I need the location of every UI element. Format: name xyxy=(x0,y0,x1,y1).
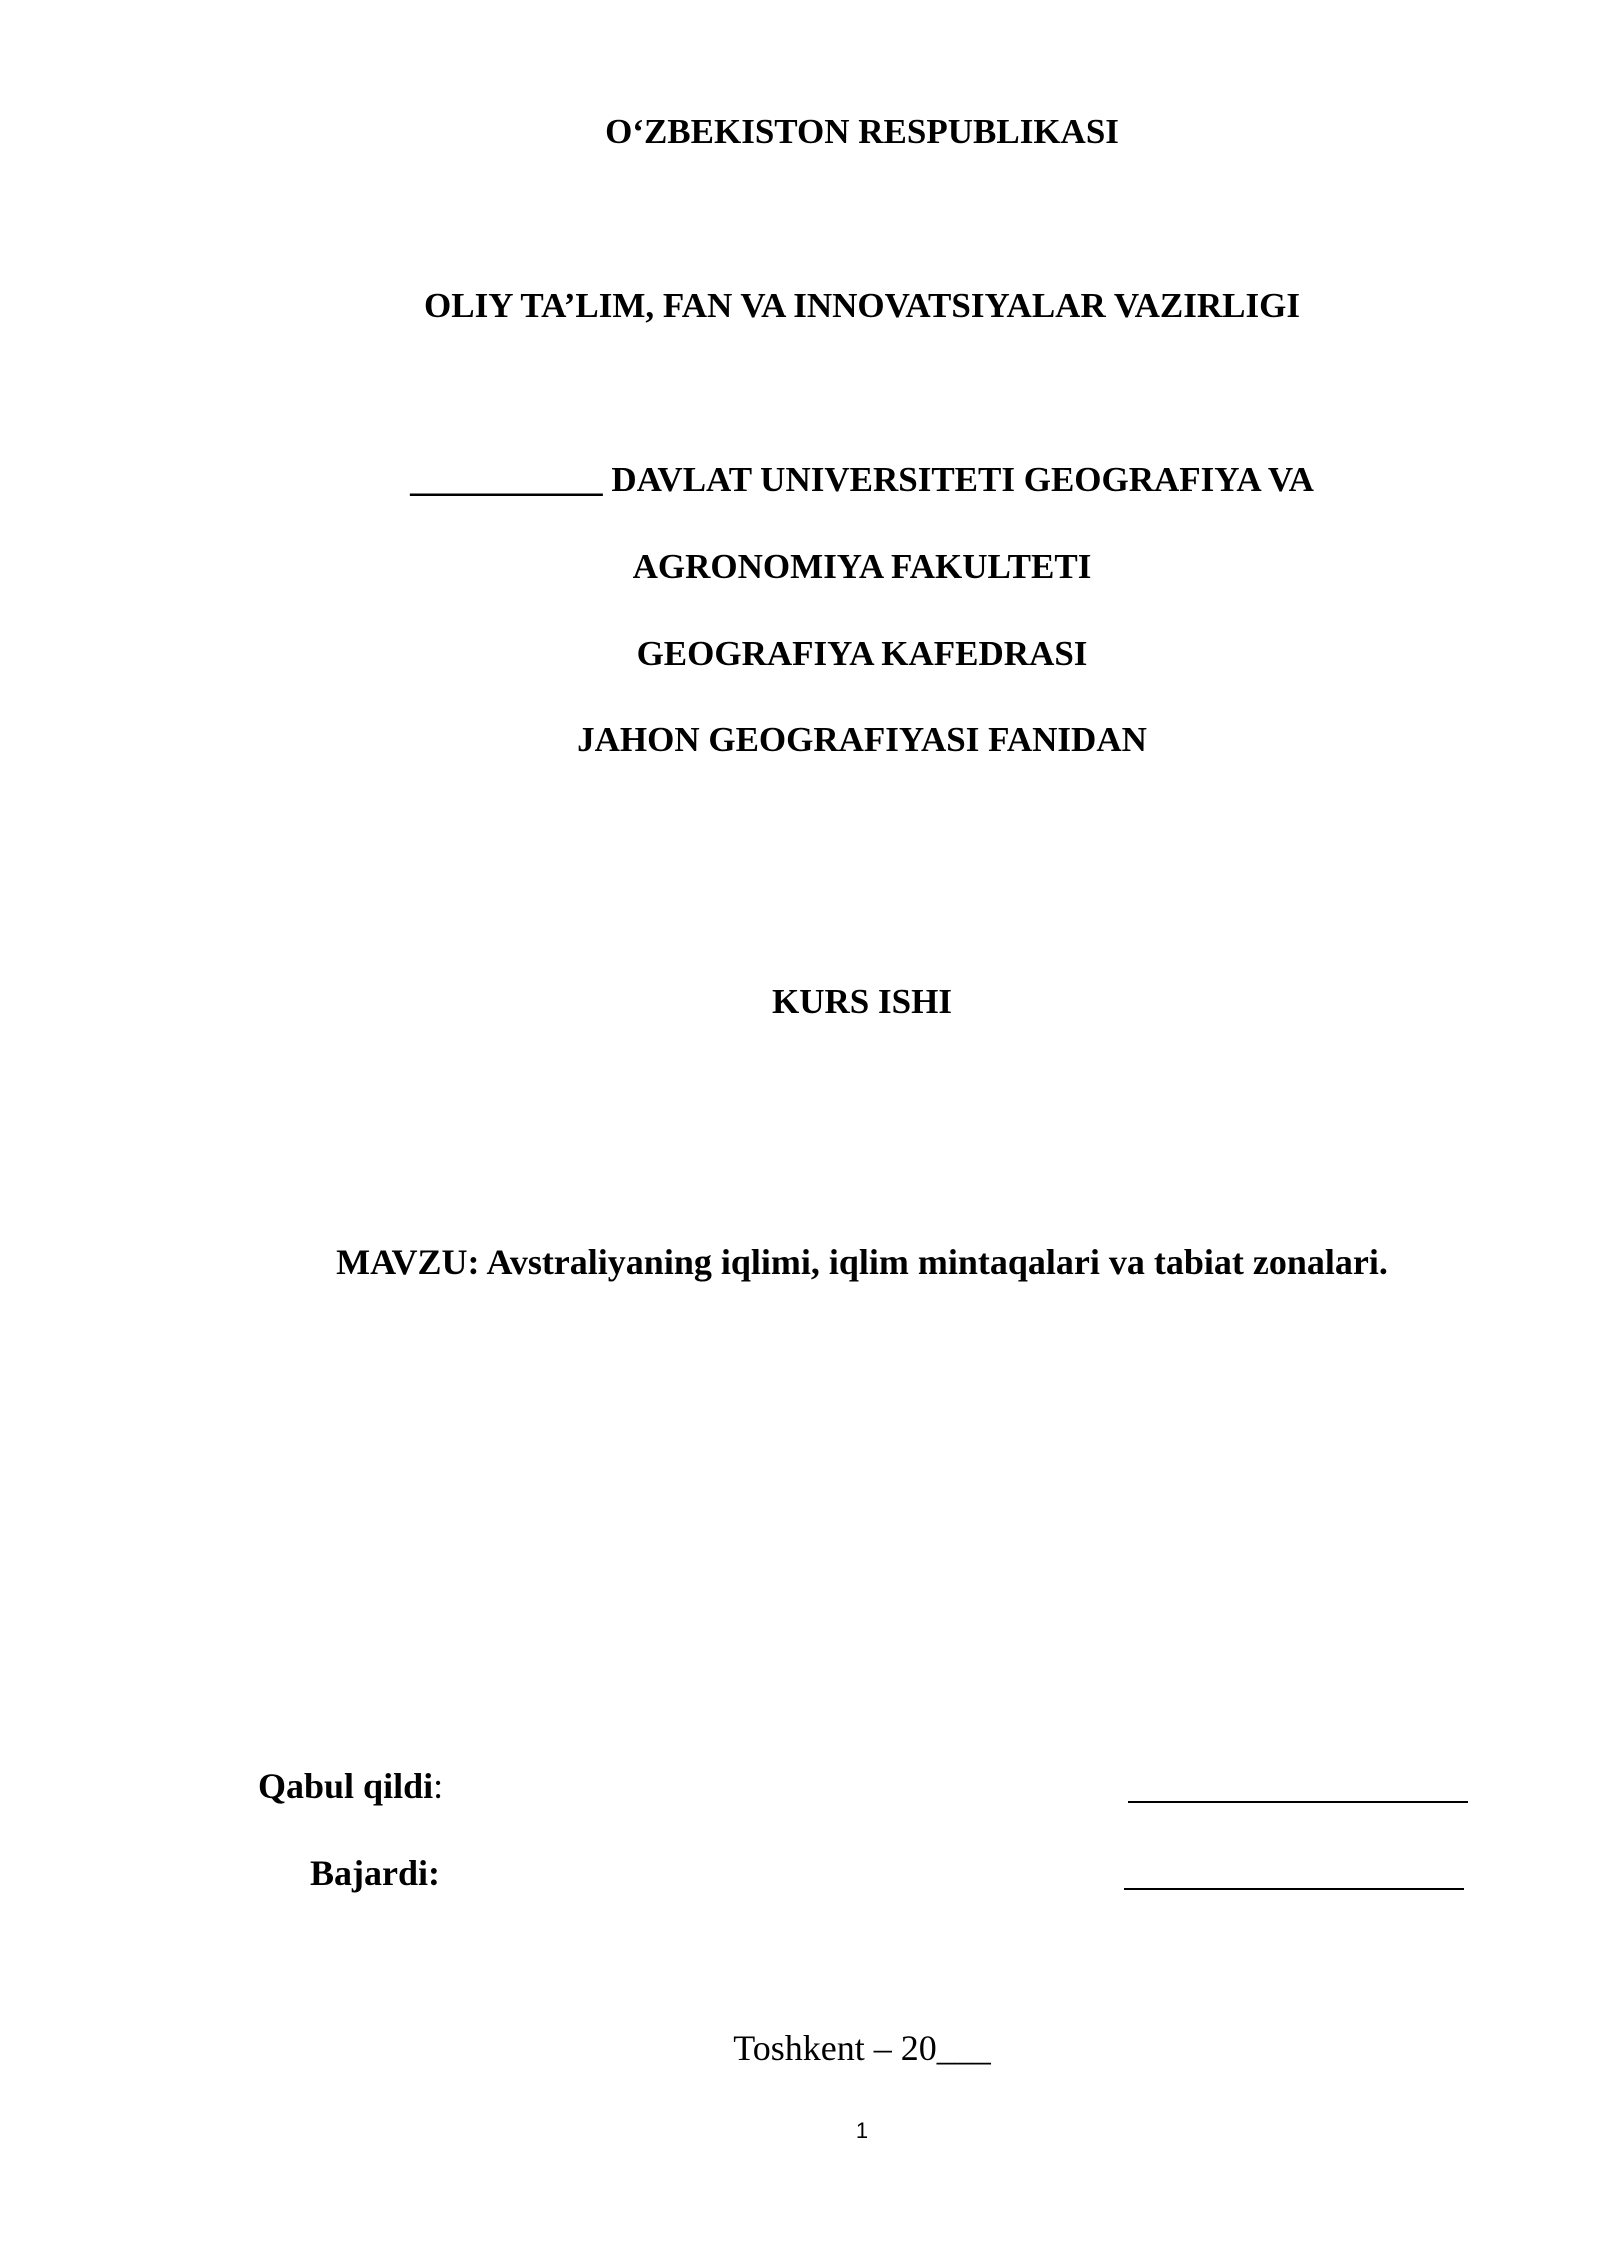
performed-by-label: Bajardi: xyxy=(310,1853,440,1893)
subject-heading: JAHON GEOGRAFIYASI FANIDAN xyxy=(577,720,1147,759)
accepted-by-label xyxy=(258,1764,443,1808)
page-number: 1 xyxy=(855,2118,869,2143)
republic-heading: O‘ZBEKISTON RESPUBLIKASI xyxy=(605,112,1119,151)
work-type-title: KURS ISHI xyxy=(772,982,952,1021)
university-heading: ___________ DAVLAT UNIVERSITETI GEOGRAFIYA VA xyxy=(410,460,1314,499)
performed-by-signature-line xyxy=(1124,1888,1464,1890)
department-heading: GEOGRAFIYA KAFEDRASI xyxy=(636,634,1088,673)
accepted-by-signature-line xyxy=(1128,1801,1468,1803)
faculty-heading: AGRONOMIYA FAKULTETI xyxy=(632,547,1092,586)
city-year-footer: Toshkent – 20___ xyxy=(733,2028,991,2068)
topic-title: MAVZU: Avstraliyaning iqlimi, iqlim mintaqalari va tabiat zonalari. xyxy=(336,1242,1388,1282)
ministry-heading: OLIY TA’LIM, FAN VA INNOVATSIYALAR VAZIRLIGI xyxy=(424,286,1300,325)
accepted-by-colon: : xyxy=(433,1766,444,1806)
accepted-by-label-text: Qabul qildi xyxy=(258,1766,434,1806)
